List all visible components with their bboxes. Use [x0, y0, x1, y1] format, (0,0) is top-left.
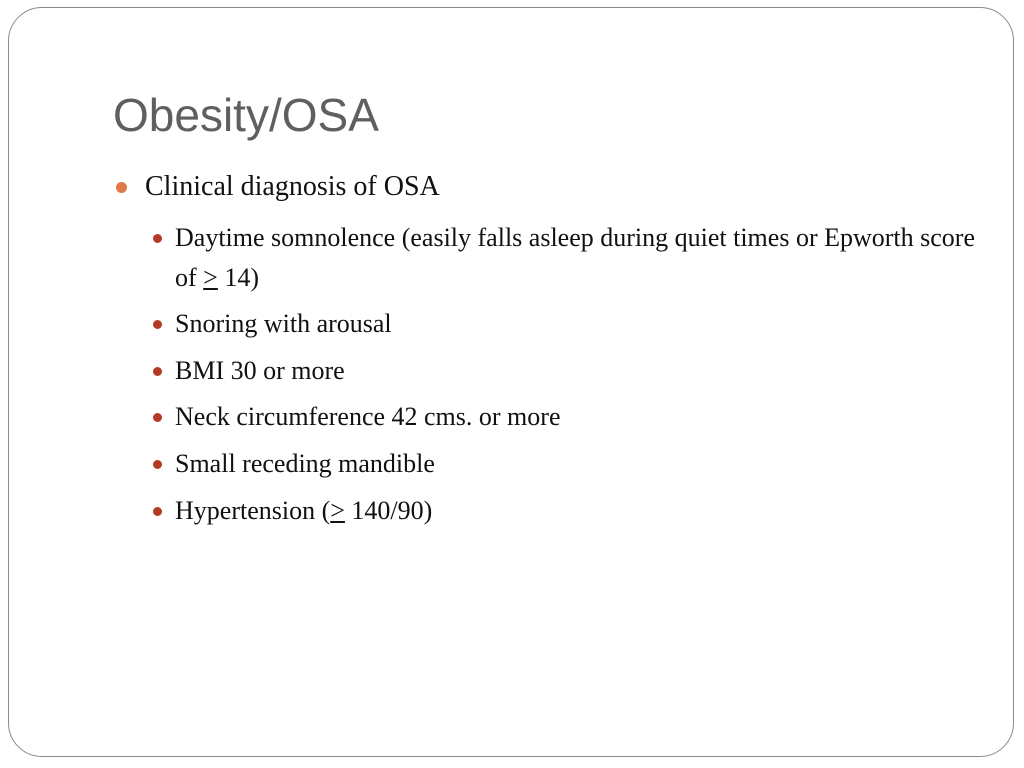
sub-bullet-item: [175, 491, 975, 531]
greater-equal-symbol: >: [330, 496, 345, 525]
level1-bullet-text: Clinical diagnosis of OSA: [145, 171, 440, 202]
sub-bullet-text: Hypertension (: [175, 496, 331, 525]
bullet-dot: [116, 182, 127, 193]
sub-bullet-dot: [153, 367, 162, 376]
sub-bullet-dot: [153, 320, 162, 329]
sub-bullet-text-end: 14): [217, 263, 260, 292]
sub-bullet-item: [175, 218, 975, 298]
sub-bullet-text: Small receding mandible: [175, 449, 435, 478]
sub-bullet-item: [175, 444, 975, 484]
sub-bullet-text-end: 140/90): [344, 496, 433, 525]
sub-bullet-text: BMI 30 or more: [175, 356, 345, 385]
sub-bullet-item: [175, 304, 975, 344]
sub-bullet-dot: [153, 234, 162, 243]
sub-bullet-item: [175, 351, 975, 391]
greater-equal-symbol: >: [203, 263, 218, 292]
sub-bullet-dot: [153, 460, 162, 469]
sub-bullet-text: Neck circumference 42 cms. or more: [175, 402, 561, 431]
sub-bullet-dot: [153, 507, 162, 516]
slide-title: Obesity/OSA: [113, 89, 379, 141]
sub-bullet-text: Daytime somnolence (easily falls asleep during quiet times or Epworth score of: [175, 223, 975, 292]
sub-bullet-item: [175, 397, 975, 437]
sub-bullet-text: Snoring with arousal: [175, 309, 392, 338]
sub-bullet-dot: [153, 413, 162, 422]
